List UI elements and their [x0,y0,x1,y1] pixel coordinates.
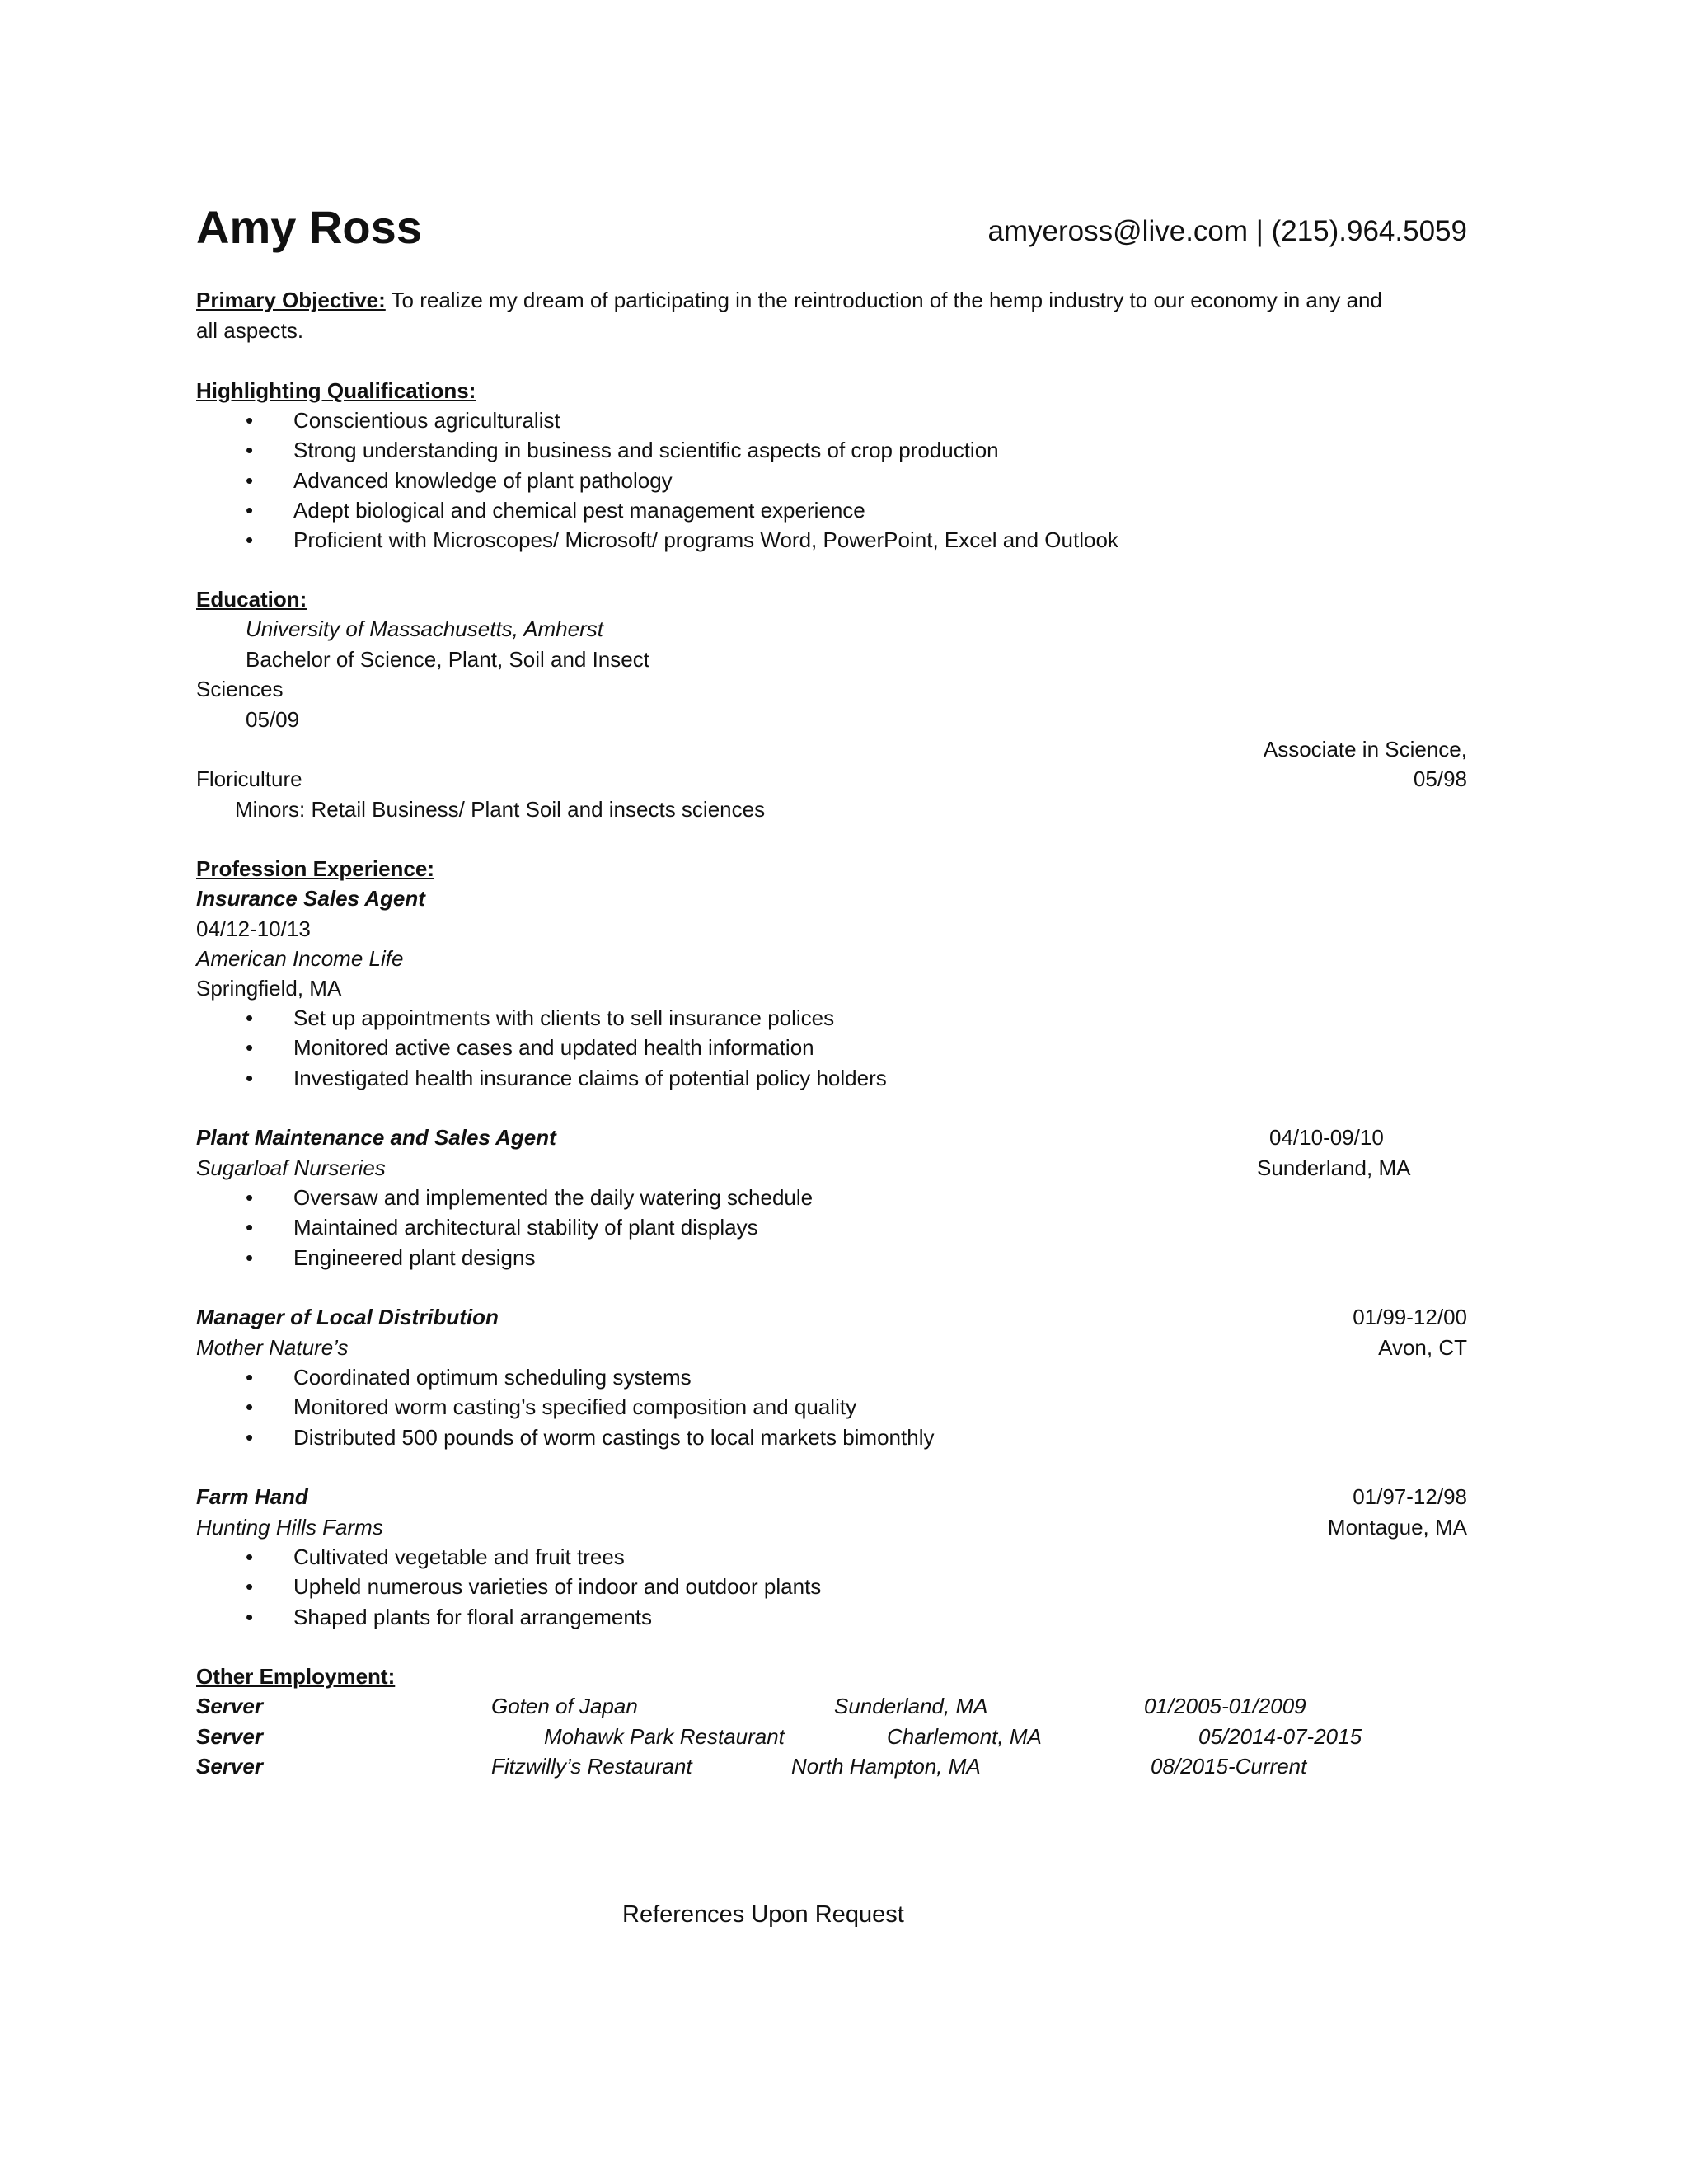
degree1-line1: Bachelor of Science, Plant, Soil and Insect [246,647,649,672]
job-title: Insurance Sales Agent [196,886,425,911]
job-company: Hunting Hills Farms [196,1515,383,1540]
bullet-item: Monitored active cases and updated health information [293,1035,814,1060]
minors: Minors: Retail Business/ Plant Soil and insects sciences [235,797,766,822]
objective-line1 [196,285,1382,315]
education-heading: Education: [196,587,307,612]
job-title: Farm Hand [196,1484,308,1509]
experience-heading: Profession Experience: [196,856,434,881]
bullet-icon: • [246,498,254,523]
job-dates: 04/12-10/13 [196,916,311,941]
bullet-item: Cultivated vegetable and fruit trees [293,1544,625,1569]
other-row-company: Fitzwilly’s Restaurant [491,1754,692,1779]
references-note: References Upon Request [622,1901,904,1928]
degree1-line2: Sciences [196,677,284,701]
bullet-icon: • [246,1544,254,1569]
objective-text: To realize my dream of participating in the reintroduction of the hemp industry to our economy in any and [385,288,1382,312]
bullet-icon: • [246,1425,254,1450]
job-location: Springfield, MA [196,976,342,1001]
job-company: Mother Nature’s [196,1335,349,1360]
degree2-date: 05/98 [1413,766,1467,791]
bullet-icon: • [246,1245,254,1270]
job-title: Manager of Local Distribution [196,1305,499,1329]
other-row-location: North Hampton, MA [791,1754,981,1779]
degree2-field: Floriculture [196,766,302,791]
bullet-item: Adept biological and chemical pest management experience [293,498,865,523]
bullet-item: Maintained architectural stability of plant displays [293,1215,758,1240]
bullet-icon: • [246,1215,254,1240]
bullet-item: Proficient with Microscopes/ Microsoft/ programs Word, PowerPoint, Excel and Outlook [293,527,1118,552]
bullet-icon: • [246,438,254,462]
bullet-item: Strong understanding in business and scientific aspects of crop production [293,438,999,462]
other-row-title: Server [196,1754,263,1779]
job-dates: 01/99-12/00 [1353,1305,1467,1329]
bullet-item: Investigated health insurance claims of potential policy holders [293,1066,887,1090]
job-location: Avon, CT [1378,1335,1467,1360]
job-location: Montague, MA [1327,1515,1467,1540]
job-company: American Income Life [196,946,404,971]
job-title: Plant Maintenance and Sales Agent [196,1125,556,1150]
bullet-icon: • [246,1185,254,1210]
objective-label: Primary Objective: [196,288,386,312]
other-row-dates: 08/2015-Current [1151,1754,1307,1779]
contact-info: amyeross@live.com | (215).964.5059 [987,215,1467,247]
other-row-dates: 01/2005-01/2009 [1144,1694,1306,1718]
other-row-title: Server [196,1724,263,1749]
bullet-icon: • [246,1574,254,1599]
bullet-icon: • [246,1605,254,1629]
job-dates: 04/10-09/10 [1269,1125,1384,1150]
bullet-icon: • [246,527,254,552]
other-row-title: Server [196,1694,263,1718]
candidate-name: Amy Ross [196,201,422,253]
bullet-icon: • [246,1394,254,1419]
degree2-title: Associate in Science, [1263,737,1467,762]
bullet-icon: • [246,1035,254,1060]
job-company: Sugarloaf Nurseries [196,1155,386,1180]
bullet-item: Upheld numerous varieties of indoor and outdoor plants [293,1574,822,1599]
bullet-item: Coordinated optimum scheduling systems [293,1365,692,1390]
school-name: University of Massachusetts, Amherst [246,616,603,641]
bullet-item: Engineered plant designs [293,1245,536,1270]
bullet-icon: • [246,408,254,433]
other-row-company: Mohawk Park Restaurant [544,1724,785,1749]
bullet-item: Shaped plants for floral arrangements [293,1605,653,1629]
other-row-company: Goten of Japan [491,1694,638,1718]
bullet-icon: • [246,1066,254,1090]
job-location: Sunderland, MA [1257,1155,1411,1180]
bullet-icon: • [246,1365,254,1390]
other-employment-heading: Other Employment: [196,1664,396,1689]
other-row-dates: 05/2014-07-2015 [1198,1724,1362,1749]
bullet-item: Distributed 500 pounds of worm castings to local markets bimonthly [293,1425,935,1450]
bullet-item: Monitored worm casting’s specified composition and quality [293,1394,857,1419]
bullet-item: Oversaw and implemented the daily watering schedule [293,1185,814,1210]
qualifications-heading: Highlighting Qualifications: [196,378,476,403]
other-row-location: Charlemont, MA [887,1724,1042,1749]
bullet-item: Conscientious agriculturalist [293,408,560,433]
bullet-icon: • [246,468,254,493]
job-dates: 01/97-12/98 [1353,1484,1467,1509]
other-row-location: Sunderland, MA [834,1694,988,1718]
degree1-date: 05/09 [246,707,300,732]
bullet-item: Set up appointments with clients to sell insurance polices [293,1005,835,1030]
bullet-icon: • [246,1005,254,1030]
objective-line2: all aspects. [196,318,304,343]
bullet-item: Advanced knowledge of plant pathology [293,468,673,493]
